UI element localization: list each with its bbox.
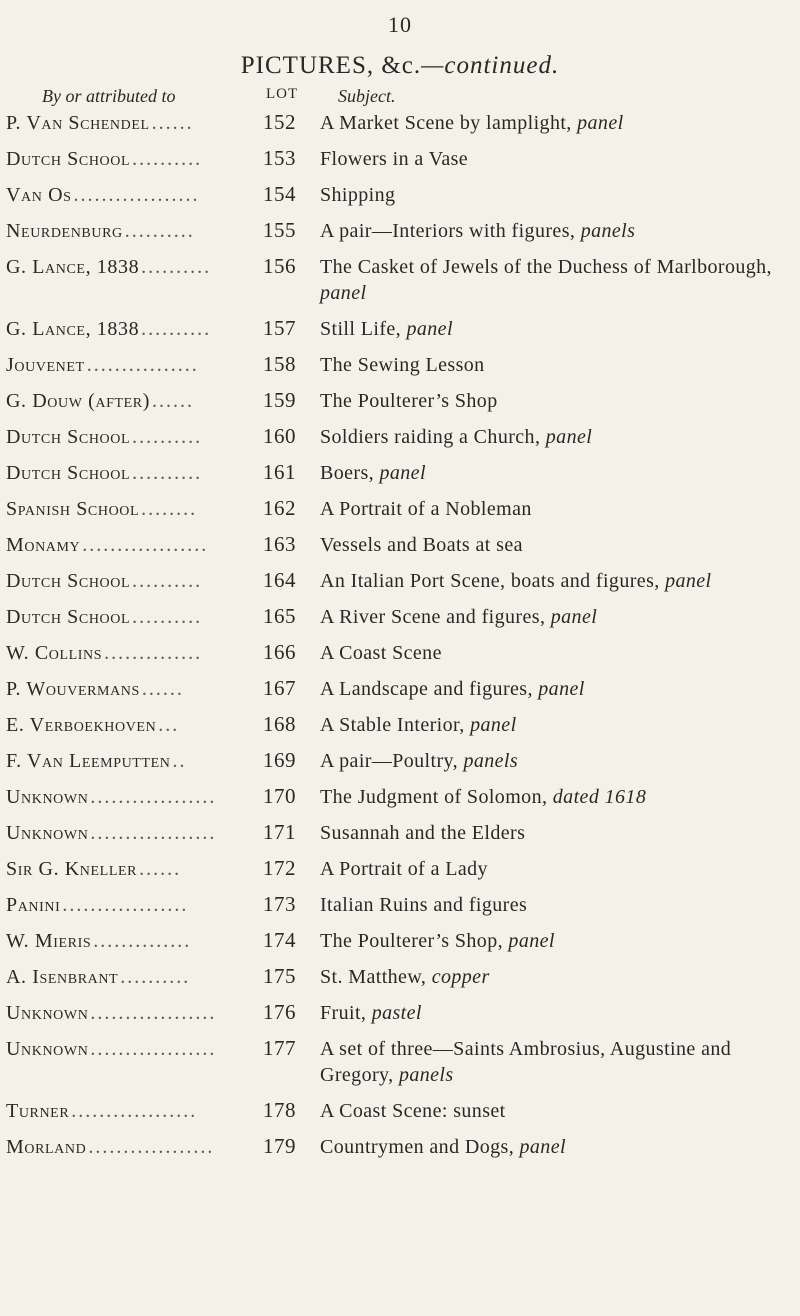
leader-dots: .......... [132, 570, 203, 592]
leader-dots: .......... [141, 318, 212, 340]
leader-dots: .......... [132, 426, 203, 448]
lot-number: 152 [263, 110, 296, 134]
subject-title: Soldiers raiding a Church, [320, 426, 541, 448]
lot-subject [296, 964, 800, 990]
lot-number: 177 [263, 1036, 296, 1060]
lot-number: 158 [263, 352, 296, 376]
subject-medium: panels [398, 1064, 454, 1086]
lot-number: 155 [263, 218, 296, 242]
artist-name: Van Os [6, 184, 72, 206]
leader-dots: ........ [141, 498, 198, 520]
subject-title: Vessels and Boats at sea [320, 534, 523, 556]
lot-subject [296, 316, 800, 342]
artist-name: F. Van Leemputten [6, 750, 171, 772]
artist-name: Unknown [6, 822, 89, 844]
column-header-subject: Subject. [338, 86, 396, 106]
lot-row [0, 604, 800, 640]
lot-row [0, 892, 800, 928]
lot-number: 167 [263, 676, 296, 700]
lot-row [0, 964, 800, 1000]
lot-row [0, 784, 800, 820]
subject-title: A Market Scene by lamplight, [320, 112, 572, 134]
subject-title: The Casket of Jewels of the Duchess of Marlborough, [320, 256, 772, 278]
leader-dots: .................. [90, 1038, 217, 1060]
subject-medium: copper [431, 966, 490, 988]
lot-attribution [0, 1134, 296, 1159]
lot-row [0, 182, 800, 218]
lot-row [0, 110, 800, 146]
artist-name: Neurdenburg [6, 220, 123, 242]
subject-medium: pastel [371, 1002, 422, 1024]
lot-subject [296, 424, 800, 450]
lot-subject [296, 532, 800, 558]
subject-title: Shipping [320, 184, 396, 206]
lot-row [0, 856, 800, 892]
page-number: 10 [388, 12, 412, 37]
leader-dots: .................. [90, 1002, 217, 1024]
artist-name: Monamy [6, 534, 81, 556]
heading-continued: —continued. [421, 52, 560, 79]
subject-title: A Portrait of a Nobleman [320, 498, 532, 520]
lot-number: 153 [263, 146, 296, 170]
subject-title: A Stable Interior, [320, 714, 465, 736]
subject-title: The Judgment of Solomon, [320, 786, 548, 808]
lot-number: 169 [263, 748, 296, 772]
subject-medium: panel [379, 462, 426, 484]
artist-name: G. Lance, 1838 [6, 256, 140, 278]
lot-number: 162 [263, 496, 296, 520]
artist-name: E. Verboekhoven [6, 714, 157, 736]
leader-dots: .................. [73, 184, 200, 206]
lot-subject [296, 1036, 800, 1088]
lot-attribution [0, 218, 296, 243]
lot-subject [296, 254, 800, 306]
lot-row [0, 146, 800, 182]
subject-title: A pair—Poultry, [320, 750, 459, 772]
lot-subject [296, 568, 800, 594]
lot-subject [296, 748, 800, 774]
subject-medium: panel [545, 426, 593, 448]
lot-row [0, 254, 800, 316]
lot-row [0, 532, 800, 568]
lot-row [0, 640, 800, 676]
lot-attribution [0, 892, 296, 917]
leader-dots: .......... [141, 256, 212, 278]
subject-medium: panel [519, 1136, 566, 1158]
lot-subject [296, 892, 800, 918]
lot-subject [296, 820, 800, 846]
subject-medium: panels [580, 220, 636, 242]
lot-attribution [0, 928, 296, 953]
subject-title: A Landscape and figures, [320, 678, 533, 700]
lot-attribution [0, 676, 296, 701]
subject-title: Still Life, [320, 318, 402, 340]
leader-dots: .................. [90, 822, 217, 844]
subject-medium: panel [550, 606, 598, 628]
subject-medium: panel [665, 570, 712, 592]
lot-number: 172 [263, 856, 296, 880]
subject-title: A pair—Interiors with figures, [320, 220, 576, 242]
leader-dots: .................. [71, 1100, 198, 1122]
subject-title: The Sewing Lesson [320, 354, 485, 376]
leader-dots: .......... [120, 966, 191, 988]
lot-row [0, 1000, 800, 1036]
lot-attribution [0, 964, 296, 989]
lot-subject [296, 604, 800, 630]
lot-number: 165 [263, 604, 296, 628]
lot-number: 171 [263, 820, 296, 844]
artist-name: Unknown [6, 1002, 89, 1024]
lot-number: 164 [263, 568, 296, 592]
lot-number: 161 [263, 460, 296, 484]
lot-subject [296, 110, 800, 136]
subject-title: Countrymen and Dogs, [320, 1136, 515, 1158]
artist-name: Turner [6, 1100, 70, 1122]
subject-title: Flowers in a Vase [320, 148, 469, 170]
lot-attribution [0, 352, 296, 377]
leader-dots: .................. [62, 894, 189, 916]
lot-row [0, 218, 800, 254]
subject-title: The Poulterer’s Shop, [320, 930, 504, 952]
lot-subject [296, 784, 800, 810]
lot-number: 173 [263, 892, 296, 916]
artist-name: Panini [6, 894, 61, 916]
lot-row [0, 1036, 800, 1098]
artist-name: G. Lance, 1838 [6, 318, 140, 340]
lot-attribution [0, 856, 296, 881]
lot-number: 166 [263, 640, 296, 664]
lot-subject [296, 218, 800, 244]
artist-name: Dutch School [6, 462, 131, 484]
page-heading [0, 52, 800, 80]
subject-medium: dated 1618 [552, 786, 647, 808]
lot-number: 174 [263, 928, 296, 952]
artist-name: G. Douw (after) [6, 390, 150, 412]
leader-dots: .............. [104, 642, 203, 664]
lot-number: 154 [263, 182, 296, 206]
lot-attribution [0, 568, 296, 593]
lot-attribution [0, 388, 296, 413]
lot-attribution [0, 182, 296, 207]
subject-medium: panels [463, 750, 519, 772]
lot-attribution [0, 820, 296, 845]
leader-dots: .. [172, 750, 187, 772]
leader-dots: ...... [141, 678, 184, 700]
lot-number: 163 [263, 532, 296, 556]
artist-name: Unknown [6, 786, 89, 808]
subject-medium: panel [538, 678, 585, 700]
subject-title: An Italian Port Scene, boats and figures, [320, 570, 660, 592]
lot-attribution [0, 316, 296, 341]
lot-attribution [0, 460, 296, 485]
lot-number: 175 [263, 964, 296, 988]
artist-name: Spanish School [6, 498, 140, 520]
artist-name: Dutch School [6, 148, 131, 170]
subject-title: Fruit, [320, 1002, 367, 1024]
artist-name: P. Wouvermans [6, 678, 140, 700]
subject-title: A Portrait of a Lady [320, 858, 488, 880]
lot-subject [296, 928, 800, 954]
leader-dots: .................. [82, 534, 209, 556]
lot-attribution [0, 110, 296, 135]
column-header-attributed: By or attributed to [42, 86, 176, 106]
lot-row [0, 1098, 800, 1134]
lot-attribution [0, 1098, 296, 1123]
lot-number: 157 [263, 316, 296, 340]
subject-medium: panel [577, 112, 624, 134]
artist-name: Dutch School [6, 426, 131, 448]
subject-title: Italian Ruins and figures [320, 894, 528, 916]
leader-dots: .................. [90, 786, 217, 808]
lot-row [0, 424, 800, 460]
lot-number: 159 [263, 388, 296, 412]
leader-dots: .......... [132, 606, 203, 628]
lot-subject [296, 352, 800, 378]
lot-attribution [0, 532, 296, 557]
artist-name: Morland [6, 1136, 87, 1158]
lot-subject [296, 496, 800, 522]
lot-row [0, 460, 800, 496]
lot-number: 170 [263, 784, 296, 808]
lot-number: 179 [263, 1134, 296, 1158]
subject-title: Boers, [320, 462, 375, 484]
subject-title: A River Scene and figures, [320, 606, 546, 628]
lot-subject [296, 460, 800, 486]
lot-attribution [0, 496, 296, 521]
lot-subject [296, 676, 800, 702]
lot-subject [296, 1000, 800, 1026]
lot-number: 160 [263, 424, 296, 448]
lot-subject [296, 388, 800, 414]
subject-title: The Poulterer’s Shop [320, 390, 498, 412]
lot-attribution [0, 254, 296, 279]
subject-title: A Coast Scene: sunset [320, 1100, 506, 1122]
lot-subject [296, 1134, 800, 1160]
leader-dots: ...... [151, 112, 194, 134]
lot-number: 168 [263, 712, 296, 736]
lot-row [0, 928, 800, 964]
subject-title: A Coast Scene [320, 642, 442, 664]
leader-dots: .............. [93, 930, 192, 952]
lot-number: 156 [263, 254, 296, 278]
subject-medium: panel [508, 930, 555, 952]
leader-dots: .......... [132, 462, 203, 484]
artist-name: W. Collins [6, 642, 103, 664]
subject-medium: panel [406, 318, 453, 340]
lot-row [0, 712, 800, 748]
leader-dots: ...... [139, 858, 182, 880]
leader-dots: .................. [88, 1136, 215, 1158]
subject-title: A set of three—Saints Ambrosius, Augustine and Gregory, [320, 1038, 732, 1086]
lot-list [0, 110, 800, 1170]
lot-number: 176 [263, 1000, 296, 1024]
artist-name: P. Van Schendel [6, 112, 150, 134]
leader-dots: .......... [124, 220, 195, 242]
lot-attribution [0, 712, 296, 737]
leader-dots: .......... [132, 148, 203, 170]
lot-subject [296, 640, 800, 666]
lot-row [0, 352, 800, 388]
lot-attribution [0, 748, 296, 773]
heading-title: PICTURES, &c. [240, 52, 422, 79]
lot-attribution [0, 784, 296, 809]
lot-row [0, 496, 800, 532]
lot-number: 178 [263, 1098, 296, 1122]
artist-name: W. Mieris [6, 930, 92, 952]
column-header-lot: LOT [266, 86, 299, 102]
subject-medium: panel [320, 282, 367, 304]
lot-row [0, 820, 800, 856]
lot-attribution [0, 424, 296, 449]
artist-name: Dutch School [6, 570, 131, 592]
artist-name: Sir G. Kneller [6, 858, 138, 880]
leader-dots: ................ [86, 354, 199, 376]
artist-name: Dutch School [6, 606, 131, 628]
lot-row [0, 676, 800, 712]
lot-attribution [0, 604, 296, 629]
subject-title: Susannah and the Elders [320, 822, 526, 844]
lot-row [0, 388, 800, 424]
lot-attribution [0, 640, 296, 665]
subject-title: St. Matthew, [320, 966, 427, 988]
lot-row [0, 316, 800, 352]
lot-subject [296, 856, 800, 882]
artist-name: A. Isenbrant [6, 966, 119, 988]
subject-medium: panel [470, 714, 517, 736]
lot-row [0, 568, 800, 604]
lot-row [0, 1134, 800, 1170]
lot-attribution [0, 146, 296, 171]
leader-dots: ...... [151, 390, 194, 412]
lot-subject [296, 146, 800, 172]
lot-attribution [0, 1000, 296, 1025]
leader-dots: ... [158, 714, 180, 736]
lot-subject [296, 712, 800, 738]
lot-attribution [0, 1036, 296, 1061]
lot-subject [296, 182, 800, 208]
artist-name: Unknown [6, 1038, 89, 1060]
lot-subject [296, 1098, 800, 1124]
artist-name: Jouvenet [6, 354, 85, 376]
lot-row [0, 748, 800, 784]
